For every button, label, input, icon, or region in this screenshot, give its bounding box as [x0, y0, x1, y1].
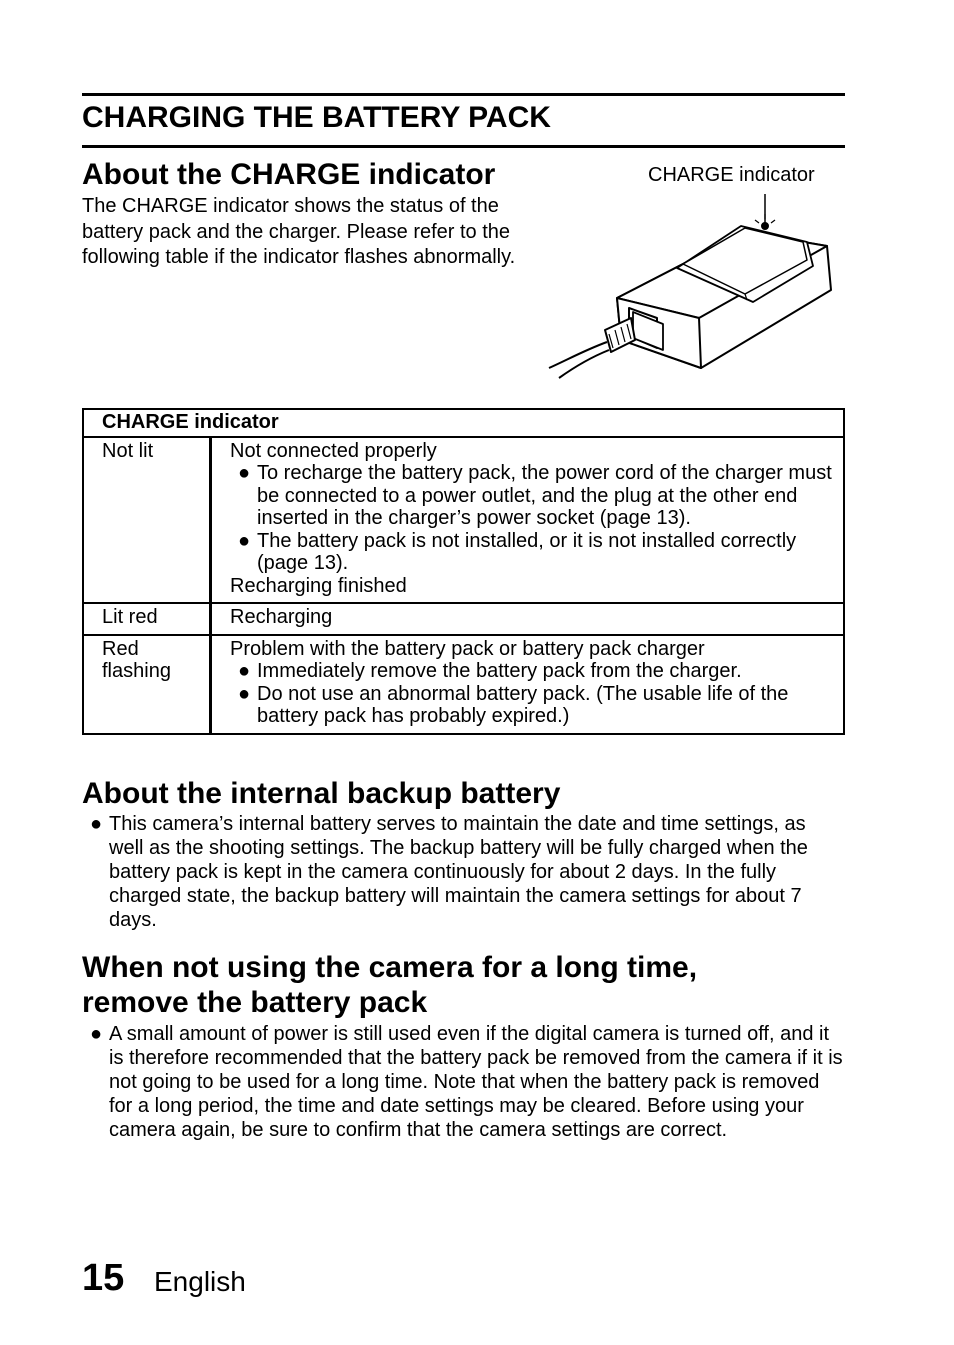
page-number: 15 [82, 1257, 125, 1299]
charge-indicator-heading: About the CHARGE indicator [82, 158, 496, 191]
table-header-row [83, 409, 844, 437]
list-item [230, 462, 837, 530]
description-lead: Not connected properly [230, 439, 437, 462]
indicator-state: Not lit [83, 437, 211, 604]
long-time-section [82, 950, 802, 1020]
figure-label: CHARGE indicator [648, 164, 815, 186]
list-item [82, 1022, 845, 1142]
list-item [230, 660, 837, 683]
bullet-text: The battery pack is not installed, or it is not installed correctly (page 13). [257, 529, 797, 574]
description-bullets [230, 660, 837, 728]
list-item [230, 683, 837, 728]
table-row [83, 635, 844, 734]
long-time-body [82, 1022, 845, 1142]
bullet-text: A small amount of power is still used even if the digital camera is turned off, and it is therefore recommended that the battery pack be removed from the camera if it is not going to be used for a long time. Note that when the battery pack is removed for a long period, the time and date settings may be cleared. Before using your camera again, be sure to confirm that the camera settings are correct. [109, 1023, 843, 1141]
battery-charger-illustration [545, 190, 845, 380]
description-trail: Recharging finished [230, 574, 407, 597]
backup-battery-heading: About the internal backup battery [82, 777, 561, 810]
top-rule [82, 93, 845, 96]
backup-battery-section [82, 776, 845, 932]
table-row [83, 437, 844, 604]
description-lead: Problem with the battery pack or battery pack charger [230, 637, 705, 660]
bullet-icon: ● [238, 682, 251, 705]
indicator-state: Red flashing [83, 635, 211, 734]
indicator-description [211, 437, 845, 604]
bullet-icon: ● [90, 1023, 103, 1045]
title-underline [82, 145, 845, 148]
bullet-text: To recharge the battery pack, the power cord of the charger must be connected to a power outlet, and the plug at the other end inserted in the charger’s power socket (page 13). [257, 462, 832, 529]
indicator-state: Lit red [83, 603, 211, 635]
description-lead: Recharging [230, 606, 333, 628]
table-row [83, 603, 844, 635]
bullet-icon: ● [238, 660, 251, 682]
indicator-description [211, 635, 845, 734]
bullet-icon: ● [238, 529, 251, 552]
long-time-heading: When not using the camera for a long time, remove the battery pack [82, 951, 698, 1019]
charge-indicator-table [82, 408, 845, 735]
backup-battery-list [82, 812, 845, 932]
bullet-text: Do not use an abnormal battery pack. (The usable life of the battery pack has probably expired.) [257, 682, 789, 727]
bullet-text: This camera’s internal battery serves to maintain the date and time settings, as well as the shooting settings. The backup battery will be fully charged when the battery pack is kept in the camera continuously for about 2 days. In the fully charged state, the backup battery will maintain the camera settings for about 7 days. [109, 813, 808, 931]
list-item [82, 812, 845, 932]
bullet-text: Immediately remove the battery pack from the charger. [257, 660, 742, 682]
charge-intro-paragraph: The CHARGE indicator shows the status of the battery pack and the charger. Please refer to the following table if the indicator flashes abnormally. [82, 195, 516, 268]
list-item [230, 530, 837, 575]
long-time-list [82, 1022, 845, 1142]
indicator-description [211, 603, 845, 635]
bullet-icon: ● [238, 462, 251, 484]
section-title: CHARGING THE BATTERY PACK [82, 101, 551, 134]
description-bullets [230, 462, 837, 575]
page-language: English [154, 1266, 246, 1297]
bullet-icon: ● [90, 813, 103, 835]
table-header: CHARGE indicator [83, 409, 844, 437]
